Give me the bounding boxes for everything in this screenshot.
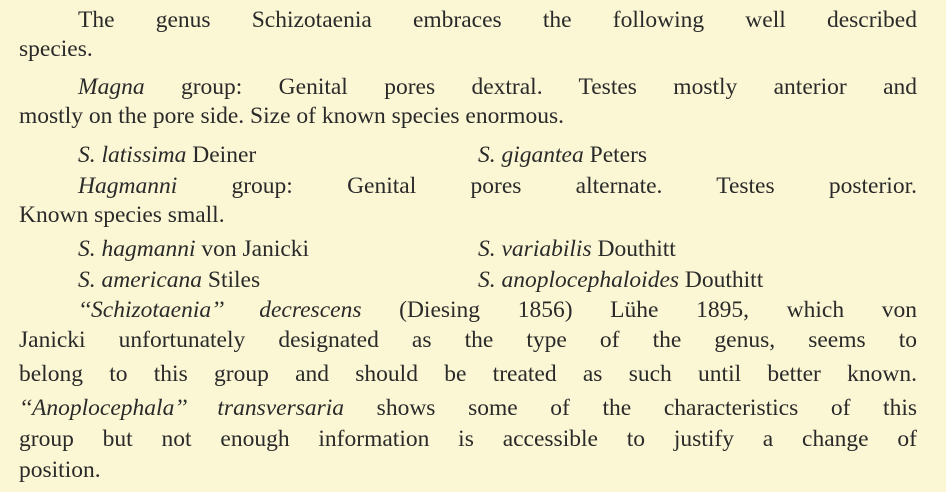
species-gigantea [478,141,647,170]
intro-text-1: The genus Schizotaenia embraces the following well described [78,7,917,33]
decrescens-text-3: belong to this group and should be treated as such until better known. [19,361,917,387]
magna-line-1 [78,73,917,102]
decrescens-text-6: position. [19,457,101,483]
open-quote-2: ‘‘ [19,395,33,421]
hagmanni-description-2: Known species small. [19,202,225,228]
transversaria-species: transversaria [184,395,345,421]
decrescens-text-5: group but not enough information is accessible to justify a change of [19,426,917,452]
hagmanni-group-name: Hagmanni [78,173,178,199]
decrescens-line-6 [19,456,917,485]
species-gigantea-name: S. gigantea [478,142,584,168]
close-quote: ’’ [211,297,222,323]
species-anoplocephaloides-author: Douthitt [679,267,764,293]
species-americana-author: Stiles [202,267,261,293]
intro-line-2 [19,35,917,64]
species-hagmanni-author: von Janicki [195,236,310,262]
transversaria-name [19,395,344,421]
decrescens-line-2 [19,326,917,355]
species-gigantea-author: Peters [583,142,648,168]
species-americana-name: S. americana [78,267,203,293]
decrescens-species: decrescens [221,297,362,323]
open-quote: ‘‘ [78,297,92,323]
decrescens-line-3 [19,360,917,389]
intro-text-2: species. [19,36,93,62]
decrescens-line-4 [19,394,917,423]
decrescens-text-4: shows some of the characteristics of this [344,395,917,421]
magna-description-2: mostly on the pore side. Size of known species enormous. [19,103,564,129]
species-hagmanni-name: S. hagmanni [78,236,196,262]
transversaria-genus: Anoplocephala [32,395,175,421]
magna-group-name: Magna [78,74,145,100]
species-hagmanni [78,235,309,264]
decrescens-genus: Schizotaenia [91,297,212,323]
hagmanni-line-2 [19,201,917,230]
decrescens-line-5 [19,425,917,454]
intro-line-1 [78,6,917,35]
species-latissima-author: Deiner [186,142,257,168]
magna-description-1: group: Genital pores dextral. Testes mostly anterior and [144,74,917,100]
decrescens-name [78,297,361,323]
species-variabilis-author: Douthitt [591,236,676,262]
hagmanni-description-1: group: Genital pores alternate. Testes posterior. [177,173,917,199]
species-anoplocephaloides [478,266,763,295]
species-latissima-name: S. latissima [78,142,187,168]
species-variabilis [478,235,676,264]
decrescens-text-1: (Diesing 1856) Lühe 1895, which von [361,297,917,323]
magna-line-2 [19,102,917,131]
hagmanni-line-1 [78,172,917,201]
species-latissima [78,141,256,170]
decrescens-line-1 [78,296,917,325]
decrescens-text-2: Janicki unfortunately designated as the type of the genus, seems to [19,327,917,353]
species-americana [78,266,260,295]
close-quote-2: ’’ [174,395,185,421]
species-variabilis-name: S. variabilis [478,236,592,262]
species-anoplocephaloides-name: S. anoplocephaloides [478,267,680,293]
